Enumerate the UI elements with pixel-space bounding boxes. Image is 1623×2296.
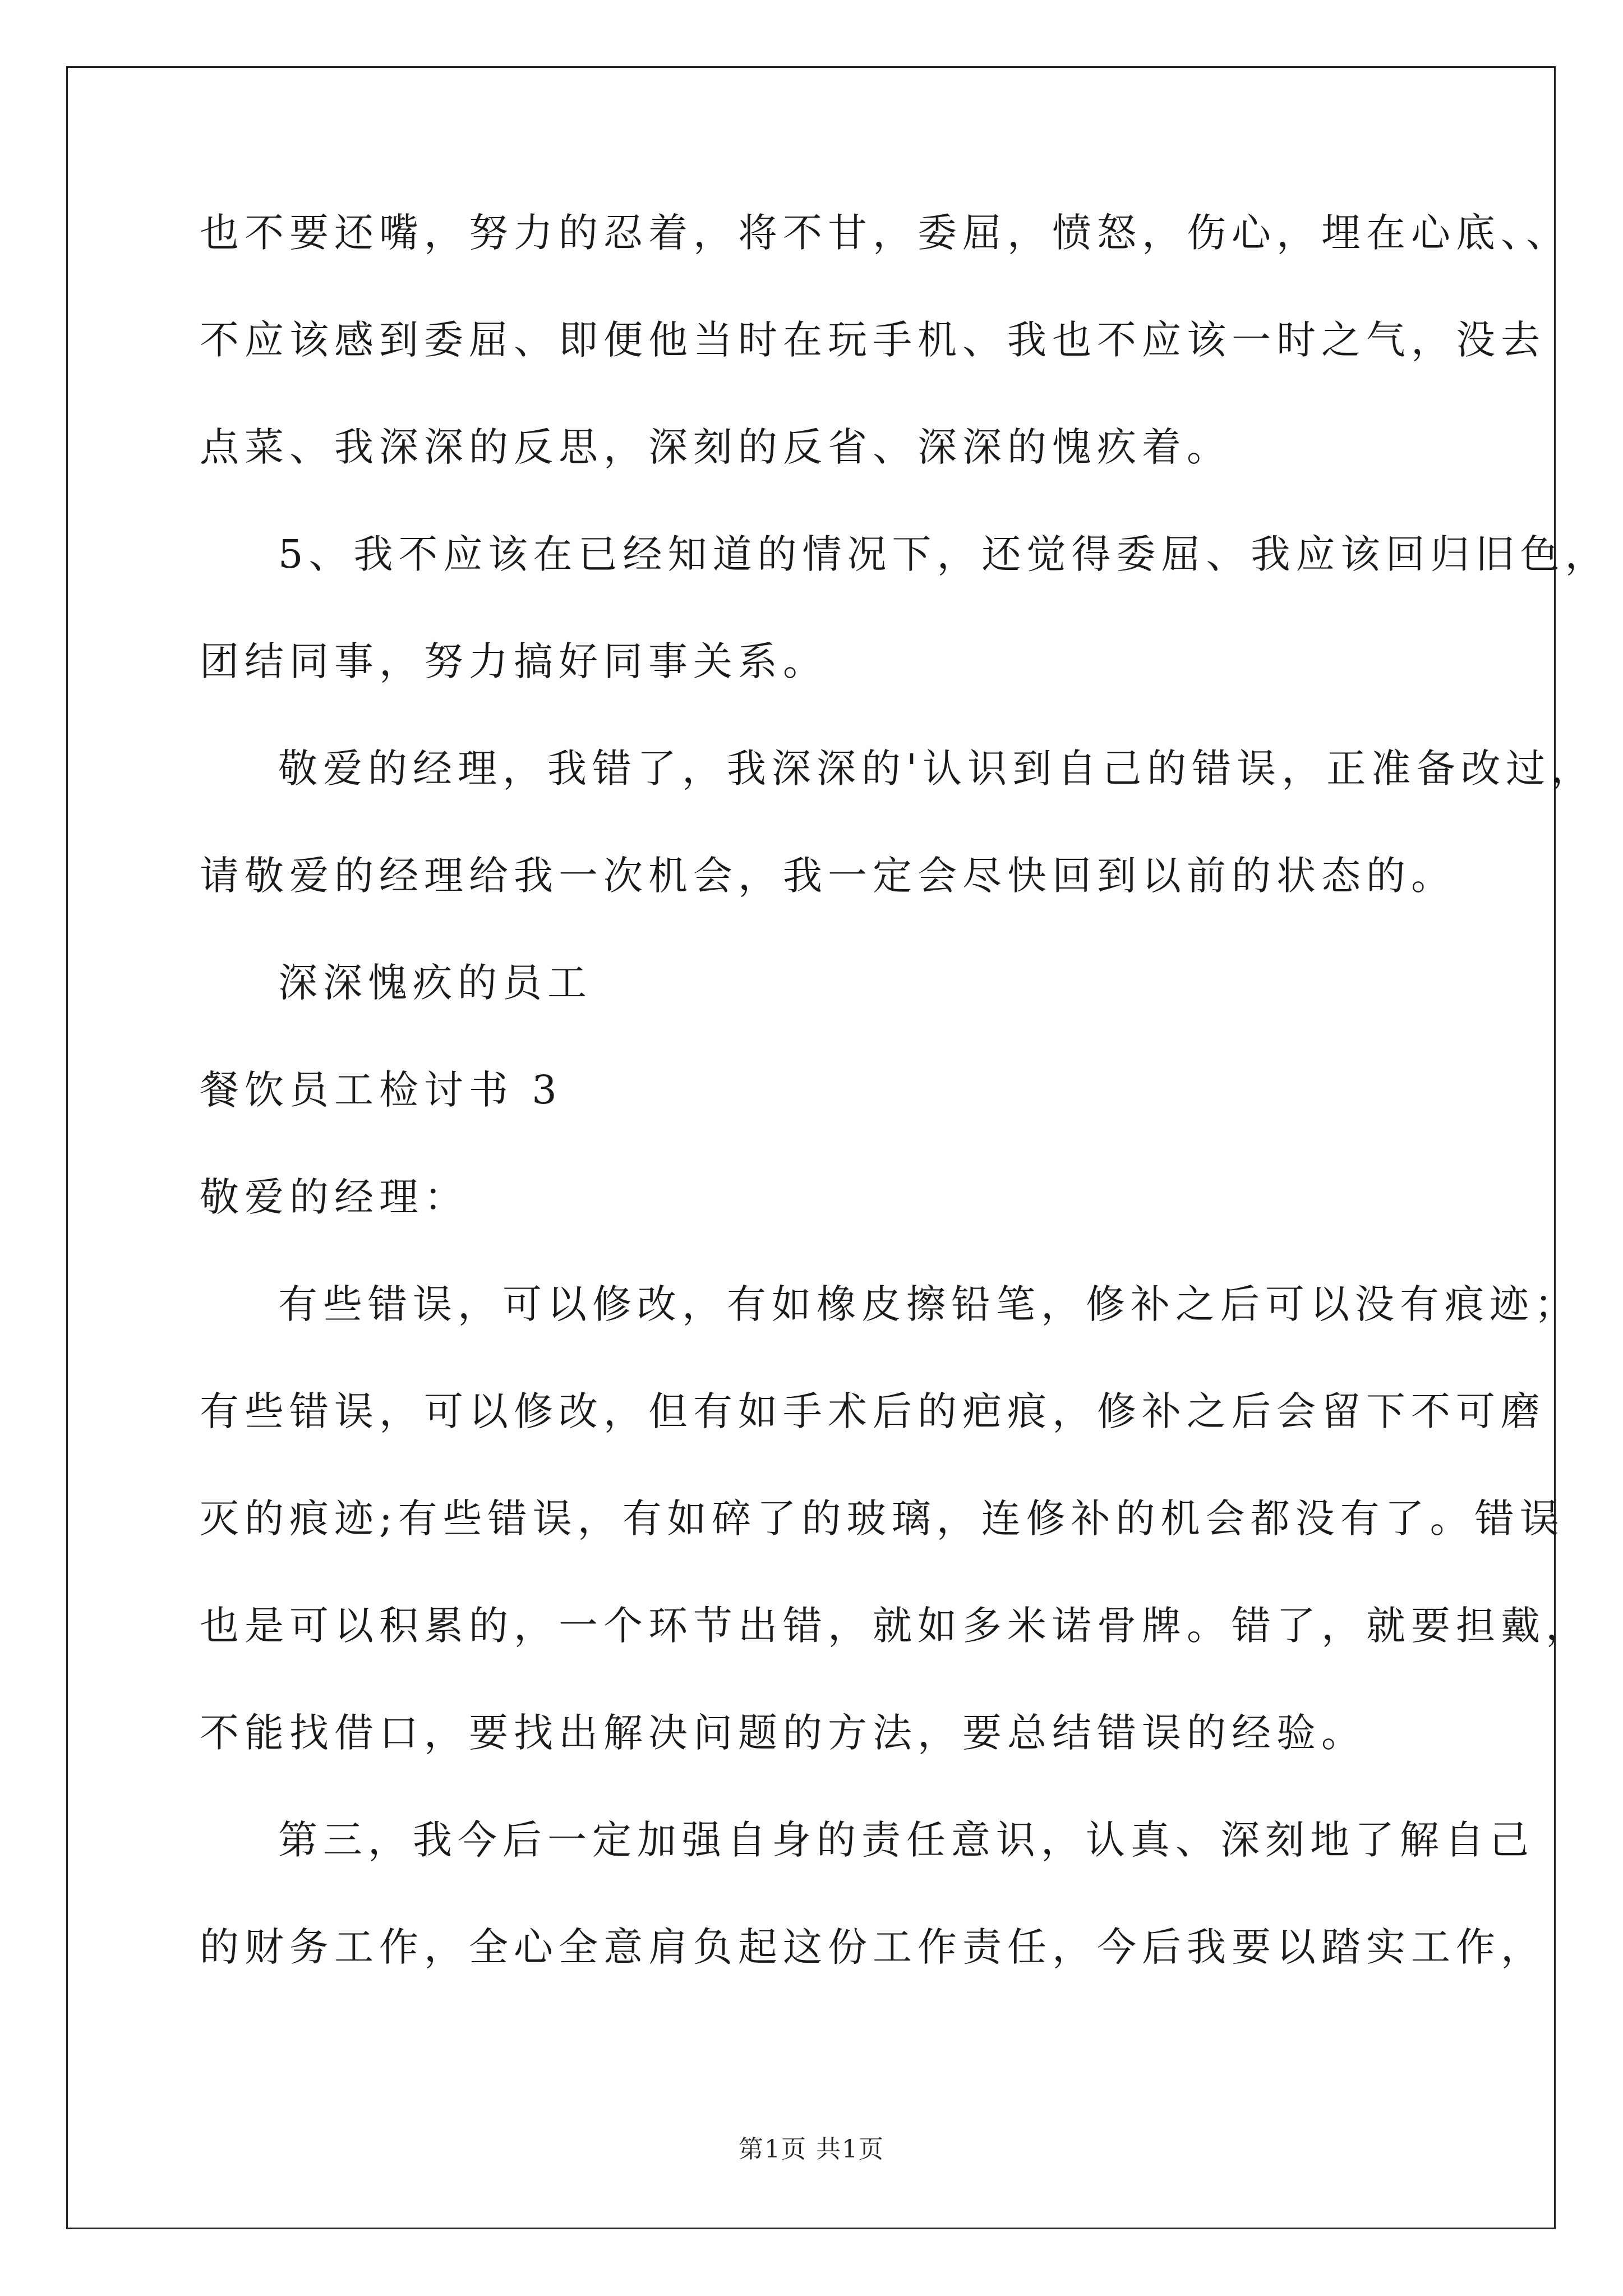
text-line: 不应该感到委屈、即便他当时在玩手机、我也不应该一时之气，没去 (200, 317, 1546, 363)
signature-line: 深深愧疚的员工 (278, 960, 592, 1006)
text-line: 不能找借口，要找出解决问题的方法，要总结错误的经验。 (200, 1710, 1366, 1756)
text-line: 有些错误，可以修改，有如橡皮擦铅笔，修补之后可以没有痕迹； (278, 1281, 1579, 1327)
page-border (66, 66, 1556, 2229)
text-line: 灭的痕迹;有些错误，有如碎了的玻璃，连修补的机会都没有了。错误 (200, 1496, 1565, 1542)
text-line: 5、我不应该在已经知道的情况下，还觉得委屈、我应该回归旧色， (278, 531, 1610, 577)
text-line: 请敬爱的经理给我一次机会，我一定会尽快回到以前的状态的。 (200, 853, 1456, 899)
text-line: 有些错误，可以修改，但有如手术后的疤痕，修补之后会留下不可磨 (200, 1388, 1546, 1434)
page-footer: 第1页 共1页 (739, 2135, 884, 2164)
text-line: 也是可以积累的，一个环节出错，就如多米诺骨牌。错了，就要担戴， (200, 1603, 1590, 1649)
section-title: 餐饮员工检讨书 3 (200, 1067, 562, 1113)
text-line: 团结同事，努力搞好同事关系。 (200, 638, 828, 684)
text-line: 也不要还嘴，努力的忍着，将不甘，委屈，愤怒，伤心，埋在心底、、 (200, 210, 1571, 256)
text-line: 第三，我今后一定加强自身的责任意识，认真、深刻地了解自己 (278, 1817, 1534, 1863)
salutation: 敬爱的经理： (200, 1174, 469, 1220)
text-line: 的财务工作，全心全意肩负起这份工作责任，今后我要以踏实工作， (200, 1924, 1546, 1970)
text-line: 点菜、我深深的反思，深刻的反省、深深的愧疚着。 (200, 424, 1232, 470)
text-line: 敬爱的经理，我错了，我深深的'认识到自己的错误，正准备改过， (278, 746, 1596, 792)
